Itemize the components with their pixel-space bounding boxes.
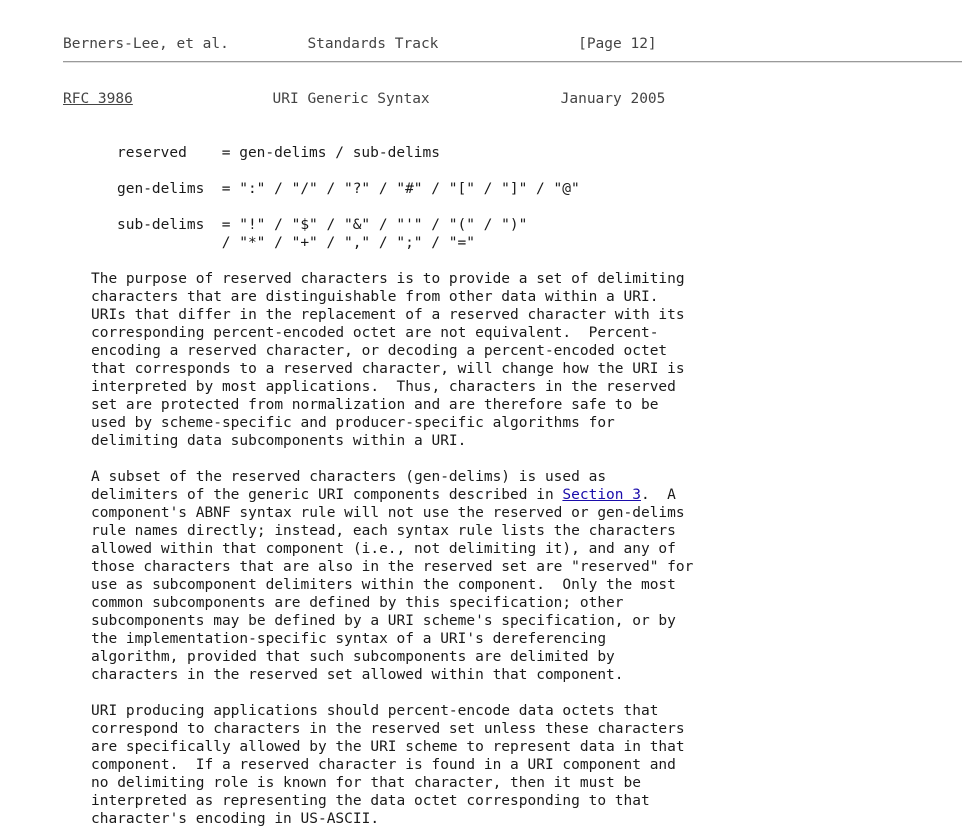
header-date: January 2005 [560,91,666,107]
rfc-number-link[interactable]: RFC 3986 [63,91,133,107]
paragraph-reserved-purpose: The purpose of reserved characters is to provide a set of delimiting characters that are distinguishable from other data within a URI. URIs that differ in the replacement of a reserved character with its corresponding percent-encoded octet are not equivalent. Percent- encoding a reserved character, or decoding a percent-encoded octet that corresponds to a reserved character, will change how the URI is interpreted by most applications. Thus, characters in the reserved set are protected from normalization and are therefore safe to be used by scheme-specific and producer-specific algorithms for delimiting data subcomponents within a URI. [91,271,685,449]
footer-track: Standards Track [307,36,439,52]
abnf-gen-delims: gen-delims = ":" / "/" / "?" / "#" / "[" / "]" / "@" [117,181,580,197]
footer-authors: Berners-Lee, et al. [63,36,229,52]
page-break-divider [63,61,962,62]
abnf-reserved: reserved = gen-delims / sub-delims [117,145,441,161]
paragraph-percent-encode: URI producing applications should percent-encode data octets that correspond to characters in the reserved set unless these characters are specifically allowed by the URI scheme to represent data in that component. If a reserved character is found in a URI component and no delimiting role is known for that character, then it must be interpreted as representing the data octet corresponding to that character's encoding in US-ASCII. [91,703,685,827]
section-3-link[interactable]: Section 3 [562,487,641,503]
paragraph-text: A subset of the reserved characters (gen-delims) is used as delimiters of the generic URI components described in [91,469,607,503]
abnf-reserved-rules [117,144,580,252]
page-footer [63,35,657,53]
abnf-gap [117,162,580,180]
page-header [63,90,665,108]
abnf-gap [117,198,580,216]
header-title: URI Generic Syntax [272,91,430,107]
paragraph-text: . A component's ABNF syntax rule will not use the reserved or gen-delims rule names directly; instead, each syntax rule lists the characters allowed within that component (i.e., not delimiting it), and any of those characters that are also in the reserved set are "reserved" for use as subcomponent delimiters within the component. Only the most common subcomponents are defined by this specification; other subcomponents may be defined by a URI scheme's specification, or by the implementation-specific syntax of a URI's dereferencing algorithm, provided that such subcomponents are delimited by characters in the reserved set allowed within that component. [91,487,694,683]
footer-page-number: [Page 12] [578,36,657,52]
abnf-sub-delims-line-1: sub-delims = "!" / "$" / "&" / "'" / "(" / ")" [117,217,528,233]
paragraph-gen-delims-subset [91,468,693,684]
abnf-sub-delims-line-2: / "*" / "+" / "," / ";" / "=" [117,235,475,251]
